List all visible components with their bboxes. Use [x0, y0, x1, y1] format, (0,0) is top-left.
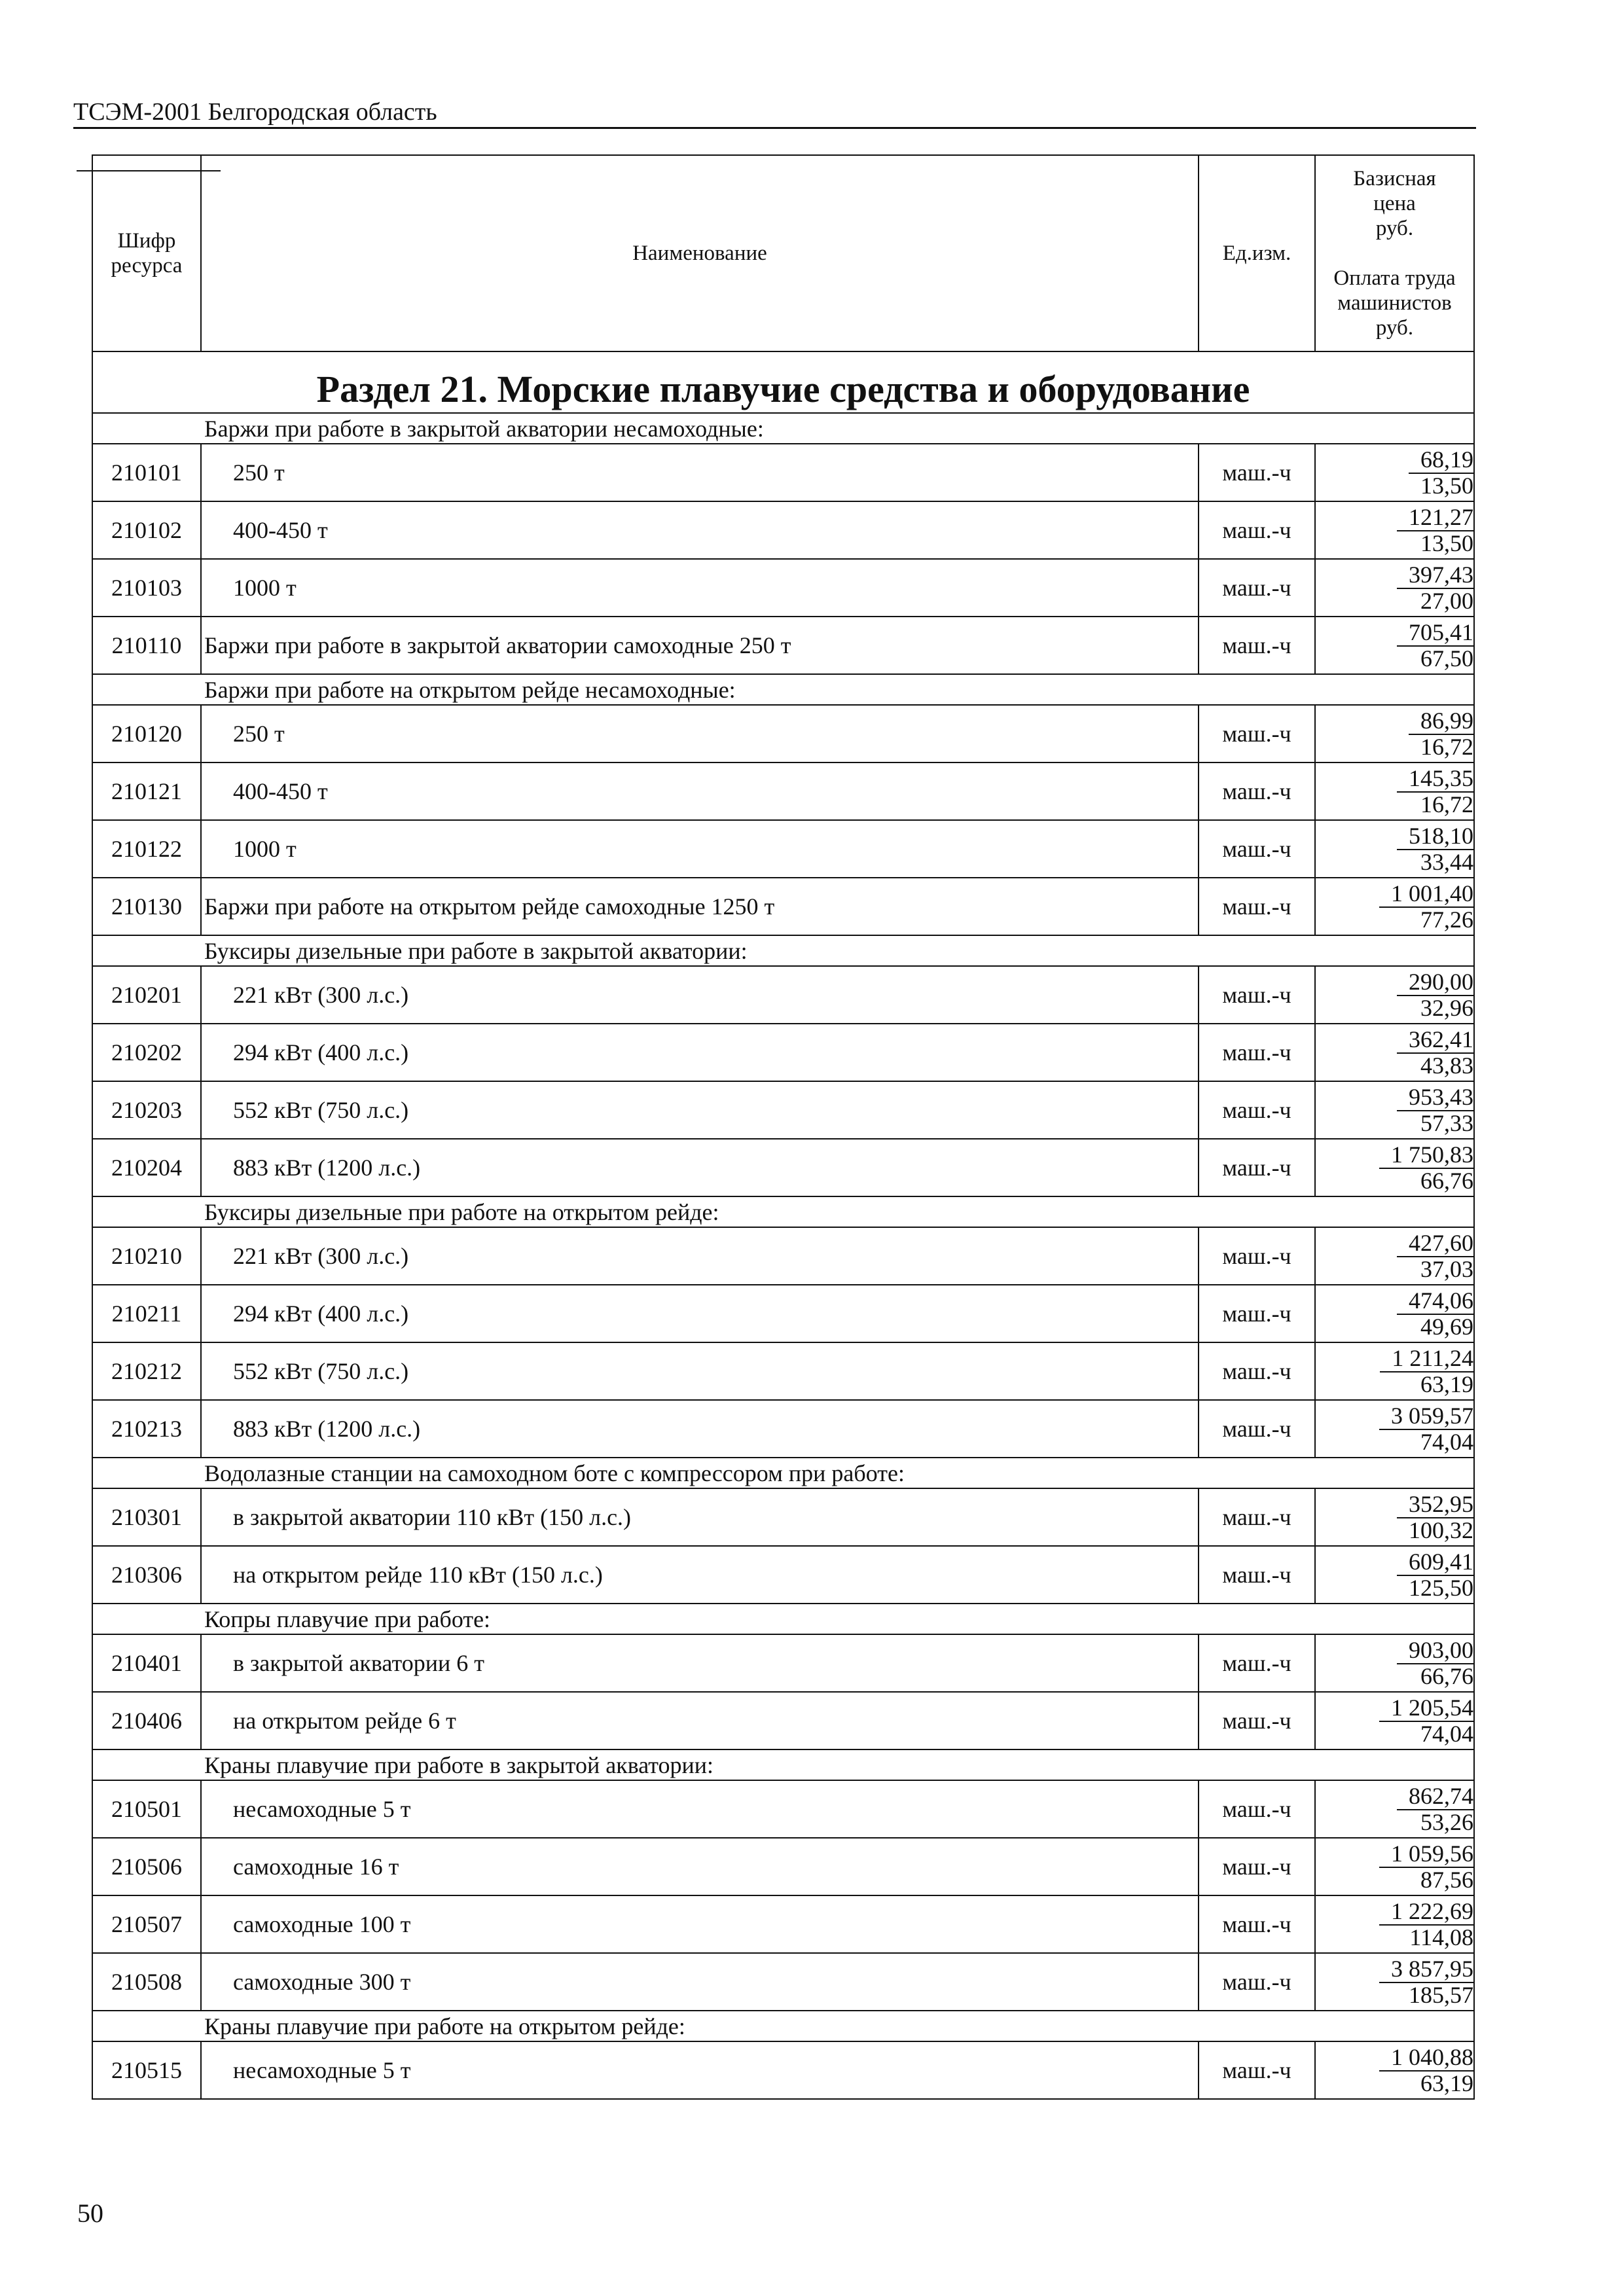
price-top-wrap — [1316, 708, 1473, 734]
price-top-wrap — [1316, 765, 1473, 791]
operator-labor-price: 63,19 — [1420, 1371, 1473, 1397]
resource-name-cell — [201, 1024, 1199, 1081]
group-title: Краны плавучие при работе на открытом рейде: — [204, 2013, 685, 2039]
resource-unit: маш.-ч — [1199, 559, 1315, 617]
base-price: 518,10 — [1397, 823, 1473, 850]
table-row — [92, 1634, 1474, 1692]
price-top-wrap — [1316, 1287, 1473, 1314]
resource-unit: маш.-ч — [1199, 1139, 1315, 1196]
resource-price-cell — [1315, 1285, 1474, 1342]
resource-code: 210121 — [92, 762, 201, 820]
resource-unit: маш.-ч — [1199, 1546, 1315, 1604]
resource-name: 552 кВт (750 л.с.) — [233, 1097, 409, 1123]
resource-code: 210406 — [92, 1692, 201, 1749]
resource-unit: маш.-ч — [1199, 617, 1315, 674]
column-header-price-line: Оплата труда — [1333, 266, 1456, 290]
table-row — [92, 966, 1474, 1024]
resource-name-cell — [201, 966, 1199, 1024]
table-row — [92, 1285, 1474, 1342]
resource-code: 210201 — [92, 966, 201, 1024]
price-top-wrap — [1316, 562, 1473, 588]
operator-labor-price: 13,50 — [1420, 473, 1473, 499]
resource-name: на открытом рейде 6 т — [233, 1708, 456, 1734]
operator-labor-price: 49,69 — [1420, 1314, 1473, 1340]
resource-name: Баржи при работе на открытом рейде самоходные 1250 т — [204, 893, 775, 920]
column-header-price-line: Базисная — [1353, 167, 1436, 190]
resource-price-cell — [1315, 501, 1474, 559]
resource-unit: маш.-ч — [1199, 2041, 1315, 2099]
resource-price-cell — [1315, 1546, 1474, 1604]
resource-price-cell — [1315, 1400, 1474, 1458]
resource-name-cell — [201, 1780, 1199, 1838]
section-cell — [92, 351, 1474, 413]
resource-name: 400-450 т — [233, 517, 328, 543]
resource-code: 210120 — [92, 705, 201, 762]
resource-code: 210210 — [92, 1227, 201, 1285]
resource-name-cell — [201, 1139, 1199, 1196]
price-top-wrap — [1316, 880, 1473, 906]
column-header-code-line: Шифр — [117, 229, 176, 253]
resource-price-cell — [1315, 444, 1474, 501]
resource-name: на открытом рейде 110 кВт (150 л.с.) — [233, 1562, 603, 1588]
resource-unit: маш.-ч — [1199, 705, 1315, 762]
base-price: 862,74 — [1397, 1783, 1473, 1810]
resource-code: 210507 — [92, 1895, 201, 1953]
resource-name: самоходные 100 т — [233, 1911, 411, 1937]
resource-unit: маш.-ч — [1199, 1634, 1315, 1692]
base-price: 1 222,69 — [1379, 1898, 1473, 1926]
operator-labor-price: 66,76 — [1420, 1663, 1473, 1689]
group-cell — [92, 1749, 1474, 1780]
price-top-wrap — [1316, 823, 1473, 849]
operator-labor-price: 43,83 — [1420, 1052, 1473, 1079]
base-price: 1 750,83 — [1379, 1141, 1473, 1169]
resource-price-cell — [1315, 1227, 1474, 1285]
operator-labor-price: 33,44 — [1420, 849, 1473, 875]
table-row — [92, 501, 1474, 559]
resource-name-cell — [201, 1081, 1199, 1139]
table-row — [92, 1139, 1474, 1196]
table-row — [92, 2041, 1474, 2099]
price-top-wrap — [1316, 1783, 1473, 1809]
resource-unit: маш.-ч — [1199, 1081, 1315, 1139]
resource-name-cell — [201, 1285, 1199, 1342]
resource-name-cell — [201, 559, 1199, 617]
column-header-unit: Ед.изм. — [1199, 155, 1315, 351]
base-price: 352,95 — [1397, 1491, 1473, 1518]
group-cell — [92, 413, 1474, 444]
resource-name-cell — [201, 617, 1199, 674]
group-cell — [92, 1196, 1474, 1227]
resource-code: 210204 — [92, 1139, 201, 1196]
group-title: Краны плавучие при работе в закрытой акватории: — [204, 1751, 714, 1778]
resource-name-cell — [201, 762, 1199, 820]
table-row — [92, 1227, 1474, 1285]
base-price: 397,43 — [1397, 562, 1473, 589]
base-price: 3 059,57 — [1379, 1403, 1473, 1430]
resource-price-cell — [1315, 878, 1474, 935]
resource-name: самоходные 300 т — [233, 1969, 411, 1995]
resource-price-cell — [1315, 2041, 1474, 2099]
group-row — [92, 413, 1474, 444]
resource-name: 221 кВт (300 л.с.) — [233, 982, 409, 1008]
resource-unit: маш.-ч — [1199, 1780, 1315, 1838]
operator-labor-price: 74,04 — [1420, 1429, 1473, 1455]
page-header-title: ТСЭМ-2001 Белгородская область — [73, 98, 437, 126]
resource-unit: маш.-ч — [1199, 1953, 1315, 2011]
price-top-wrap — [1316, 1549, 1473, 1575]
group-title: Буксиры дизельные при работе в закрытой акватории: — [204, 937, 748, 964]
table-header-row — [92, 155, 1474, 351]
column-header-price-line: машинистов — [1337, 291, 1452, 315]
price-top-wrap — [1316, 1956, 1473, 1982]
price-top-wrap — [1316, 1345, 1473, 1371]
price-top-wrap — [1316, 1403, 1473, 1429]
resource-price-cell — [1315, 762, 1474, 820]
column-header-price — [1315, 155, 1474, 351]
resource-name: в закрытой акватории 110 кВт (150 л.с.) — [233, 1504, 632, 1530]
group-row — [92, 1196, 1474, 1227]
operator-labor-price: 67,50 — [1420, 645, 1473, 672]
group-title: Баржи при работе в закрытой акватории несамоходные: — [204, 415, 764, 442]
base-price: 362,41 — [1397, 1026, 1473, 1054]
section-row — [92, 351, 1474, 413]
resource-code: 210211 — [92, 1285, 201, 1342]
resource-code: 210501 — [92, 1780, 201, 1838]
group-title: Водолазные станции на самоходном боте с компрессором при работе: — [204, 1460, 905, 1486]
table-row — [92, 1838, 1474, 1895]
group-cell — [92, 1458, 1474, 1488]
resource-name: несамоходные 5 т — [233, 2057, 411, 2083]
resource-code: 210122 — [92, 820, 201, 878]
resource-name: Баржи при работе в закрытой акватории самоходные 250 т — [204, 632, 791, 658]
resource-name: несамоходные 5 т — [233, 1796, 411, 1822]
resource-price-cell — [1315, 1692, 1474, 1749]
resource-unit: маш.-ч — [1199, 1488, 1315, 1546]
group-title: Буксиры дизельные при работе на открытом рейде: — [204, 1198, 719, 1225]
resource-name: 883 кВт (1200 л.с.) — [233, 1416, 421, 1442]
operator-labor-price: 37,03 — [1420, 1256, 1473, 1282]
resource-name-cell — [201, 501, 1199, 559]
group-row — [92, 1604, 1474, 1634]
resource-name-cell — [201, 1342, 1199, 1400]
column-header-price-line — [1316, 241, 1473, 266]
base-price: 1 211,24 — [1380, 1345, 1473, 1372]
column-header-name: Наименование — [201, 155, 1199, 351]
table-row — [92, 1488, 1474, 1546]
resource-unit: маш.-ч — [1199, 1400, 1315, 1458]
base-price: 121,27 — [1397, 504, 1473, 531]
operator-labor-price: 74,04 — [1420, 1721, 1473, 1747]
header-rule — [73, 127, 1476, 129]
resource-code: 210401 — [92, 1634, 201, 1692]
resource-name-cell — [201, 1895, 1199, 1953]
price-top-wrap — [1316, 1230, 1473, 1256]
operator-labor-price: 87,56 — [1420, 1867, 1473, 1893]
price-top-wrap — [1316, 1084, 1473, 1110]
resource-name-cell — [201, 1227, 1199, 1285]
column-header-price-line: цена — [1373, 192, 1416, 215]
resource-name: 1000 т — [233, 575, 297, 601]
table-row — [92, 617, 1474, 674]
resource-name-cell — [201, 444, 1199, 501]
column-header-price-line: руб. — [1375, 316, 1414, 340]
resource-name-cell — [201, 1634, 1199, 1692]
operator-labor-price: 77,26 — [1420, 906, 1473, 933]
resource-name: 294 кВт (400 л.с.) — [233, 1300, 409, 1327]
base-price: 86,99 — [1409, 708, 1473, 735]
operator-labor-price: 66,76 — [1420, 1168, 1473, 1194]
resource-name: 883 кВт (1200 л.с.) — [233, 1155, 421, 1181]
table-row — [92, 1692, 1474, 1749]
resource-price-cell — [1315, 1634, 1474, 1692]
group-row — [92, 674, 1474, 705]
base-price: 609,41 — [1397, 1549, 1473, 1576]
operator-labor-price: 16,72 — [1420, 791, 1473, 817]
price-top-wrap — [1316, 1695, 1473, 1721]
resource-code: 210103 — [92, 559, 201, 617]
resource-name-cell — [201, 1400, 1199, 1458]
group-cell — [92, 674, 1474, 705]
column-header-price-line: руб. — [1375, 217, 1414, 240]
resource-name-cell — [201, 820, 1199, 878]
group-cell — [92, 1604, 1474, 1634]
resource-code: 210506 — [92, 1838, 201, 1895]
resource-name-cell — [201, 1488, 1199, 1546]
resource-price-cell — [1315, 1342, 1474, 1400]
resource-name: 552 кВт (750 л.с.) — [233, 1358, 409, 1384]
resource-code: 210202 — [92, 1024, 201, 1081]
resource-code: 210130 — [92, 878, 201, 935]
resource-table — [92, 154, 1475, 2100]
resource-unit: маш.-ч — [1199, 878, 1315, 935]
base-price: 1 040,88 — [1379, 2044, 1473, 2072]
resource-price-cell — [1315, 820, 1474, 878]
resource-name-cell — [201, 1546, 1199, 1604]
resource-code: 210301 — [92, 1488, 201, 1546]
resource-code: 210212 — [92, 1342, 201, 1400]
resource-name: 250 т — [233, 721, 285, 747]
operator-labor-price: 53,26 — [1420, 1809, 1473, 1835]
group-cell — [92, 935, 1474, 966]
operator-labor-price: 16,72 — [1420, 734, 1473, 760]
operator-labor-price: 13,50 — [1420, 530, 1473, 556]
resource-code: 210102 — [92, 501, 201, 559]
resource-name: в закрытой акватории 6 т — [233, 1650, 484, 1676]
operator-labor-price: 125,50 — [1409, 1575, 1473, 1601]
price-top-wrap — [1316, 504, 1473, 530]
resource-name-cell — [201, 705, 1199, 762]
price-top-wrap — [1316, 1491, 1473, 1517]
base-price: 705,41 — [1397, 619, 1473, 647]
resource-unit: маш.-ч — [1199, 1285, 1315, 1342]
resource-unit: маш.-ч — [1199, 1227, 1315, 1285]
resource-name: 221 кВт (300 л.с.) — [233, 1243, 409, 1269]
resource-price-cell — [1315, 1488, 1474, 1546]
table-row — [92, 1953, 1474, 2011]
base-price: 474,06 — [1397, 1287, 1473, 1315]
table-body — [92, 351, 1474, 2099]
table-row — [92, 1081, 1474, 1139]
resource-price-cell — [1315, 559, 1474, 617]
price-top-wrap — [1316, 619, 1473, 645]
resource-name: самоходные 16 т — [233, 1854, 399, 1880]
table-row — [92, 559, 1474, 617]
operator-labor-price: 32,96 — [1420, 995, 1473, 1021]
group-row — [92, 1749, 1474, 1780]
resource-name-cell — [201, 1838, 1199, 1895]
group-row — [92, 2011, 1474, 2041]
table-row — [92, 1400, 1474, 1458]
resource-price-cell — [1315, 1780, 1474, 1838]
resource-name-cell — [201, 2041, 1199, 2099]
table-row — [92, 1342, 1474, 1400]
price-top-wrap — [1316, 1026, 1473, 1052]
table-row — [92, 762, 1474, 820]
table-row — [92, 1024, 1474, 1081]
group-title: Баржи при работе на открытом рейде несамоходные: — [204, 676, 736, 703]
base-price: 68,19 — [1409, 446, 1473, 474]
resource-price-cell — [1315, 1895, 1474, 1953]
resource-code: 210306 — [92, 1546, 201, 1604]
resource-unit: маш.-ч — [1199, 1895, 1315, 1953]
resource-unit: маш.-ч — [1199, 501, 1315, 559]
table-row — [92, 1895, 1474, 1953]
base-price: 953,43 — [1397, 1084, 1473, 1111]
price-top-wrap — [1316, 969, 1473, 995]
resource-unit: маш.-ч — [1199, 762, 1315, 820]
base-price: 290,00 — [1397, 969, 1473, 996]
base-price: 903,00 — [1397, 1637, 1473, 1664]
group-row — [92, 935, 1474, 966]
resource-price-cell — [1315, 966, 1474, 1024]
group-cell — [92, 2011, 1474, 2041]
base-price: 1 205,54 — [1379, 1695, 1473, 1722]
operator-labor-price: 185,57 — [1409, 1982, 1473, 2008]
resource-price-cell — [1315, 705, 1474, 762]
resource-code: 210203 — [92, 1081, 201, 1139]
price-top-wrap — [1316, 1840, 1473, 1867]
base-price: 3 857,95 — [1379, 1956, 1473, 1983]
price-top-wrap — [1316, 1637, 1473, 1663]
resource-price-cell — [1315, 1024, 1474, 1081]
resource-price-cell — [1315, 1139, 1474, 1196]
resource-name-cell — [201, 878, 1199, 935]
resource-name: 1000 т — [233, 836, 297, 862]
table-row — [92, 1546, 1474, 1604]
section-title: Раздел 21. Морские плавучие средства и оборудование — [316, 368, 1250, 410]
operator-labor-price: 63,19 — [1420, 2070, 1473, 2096]
group-row — [92, 1458, 1474, 1488]
column-header-code — [92, 155, 201, 351]
table-row — [92, 444, 1474, 501]
base-price: 1 059,56 — [1379, 1840, 1473, 1868]
table-row — [92, 878, 1474, 935]
resource-unit: маш.-ч — [1199, 444, 1315, 501]
resource-name-cell — [201, 1953, 1199, 2011]
price-top-wrap — [1316, 2044, 1473, 2070]
resource-code: 210213 — [92, 1400, 201, 1458]
resource-price-cell — [1315, 1838, 1474, 1895]
resource-name: 250 т — [233, 459, 285, 486]
resource-unit: маш.-ч — [1199, 820, 1315, 878]
price-top-wrap — [1316, 1141, 1473, 1168]
resource-unit: маш.-ч — [1199, 1692, 1315, 1749]
resource-name-cell — [201, 1692, 1199, 1749]
resource-code: 210110 — [92, 617, 201, 674]
group-title: Копры плавучие при работе: — [204, 1605, 491, 1632]
price-top-wrap — [1316, 1898, 1473, 1924]
column-header-code-line: ресурса — [111, 254, 183, 278]
operator-labor-price: 27,00 — [1420, 588, 1473, 614]
base-price: 427,60 — [1397, 1230, 1473, 1257]
resource-name: 294 кВт (400 л.с.) — [233, 1039, 409, 1066]
resource-unit: маш.-ч — [1199, 1024, 1315, 1081]
resource-unit: маш.-ч — [1199, 1838, 1315, 1895]
table-row — [92, 820, 1474, 878]
price-top-wrap — [1316, 446, 1473, 473]
resource-name: 400-450 т — [233, 778, 328, 804]
base-price: 145,35 — [1397, 765, 1473, 793]
base-price: 1 001,40 — [1379, 880, 1473, 908]
operator-labor-price: 114,08 — [1409, 1924, 1473, 1950]
operator-labor-price: 100,32 — [1409, 1517, 1473, 1543]
resource-unit: маш.-ч — [1199, 966, 1315, 1024]
resource-price-cell — [1315, 617, 1474, 674]
resource-price-cell — [1315, 1953, 1474, 2011]
page-number: 50 — [77, 2198, 103, 2228]
resource-code: 210101 — [92, 444, 201, 501]
resource-unit: маш.-ч — [1199, 1342, 1315, 1400]
resource-price-cell — [1315, 1081, 1474, 1139]
table-row — [92, 1780, 1474, 1838]
resource-code: 210515 — [92, 2041, 201, 2099]
table-row — [92, 705, 1474, 762]
resource-code: 210508 — [92, 1953, 201, 2011]
operator-labor-price: 57,33 — [1420, 1110, 1473, 1136]
